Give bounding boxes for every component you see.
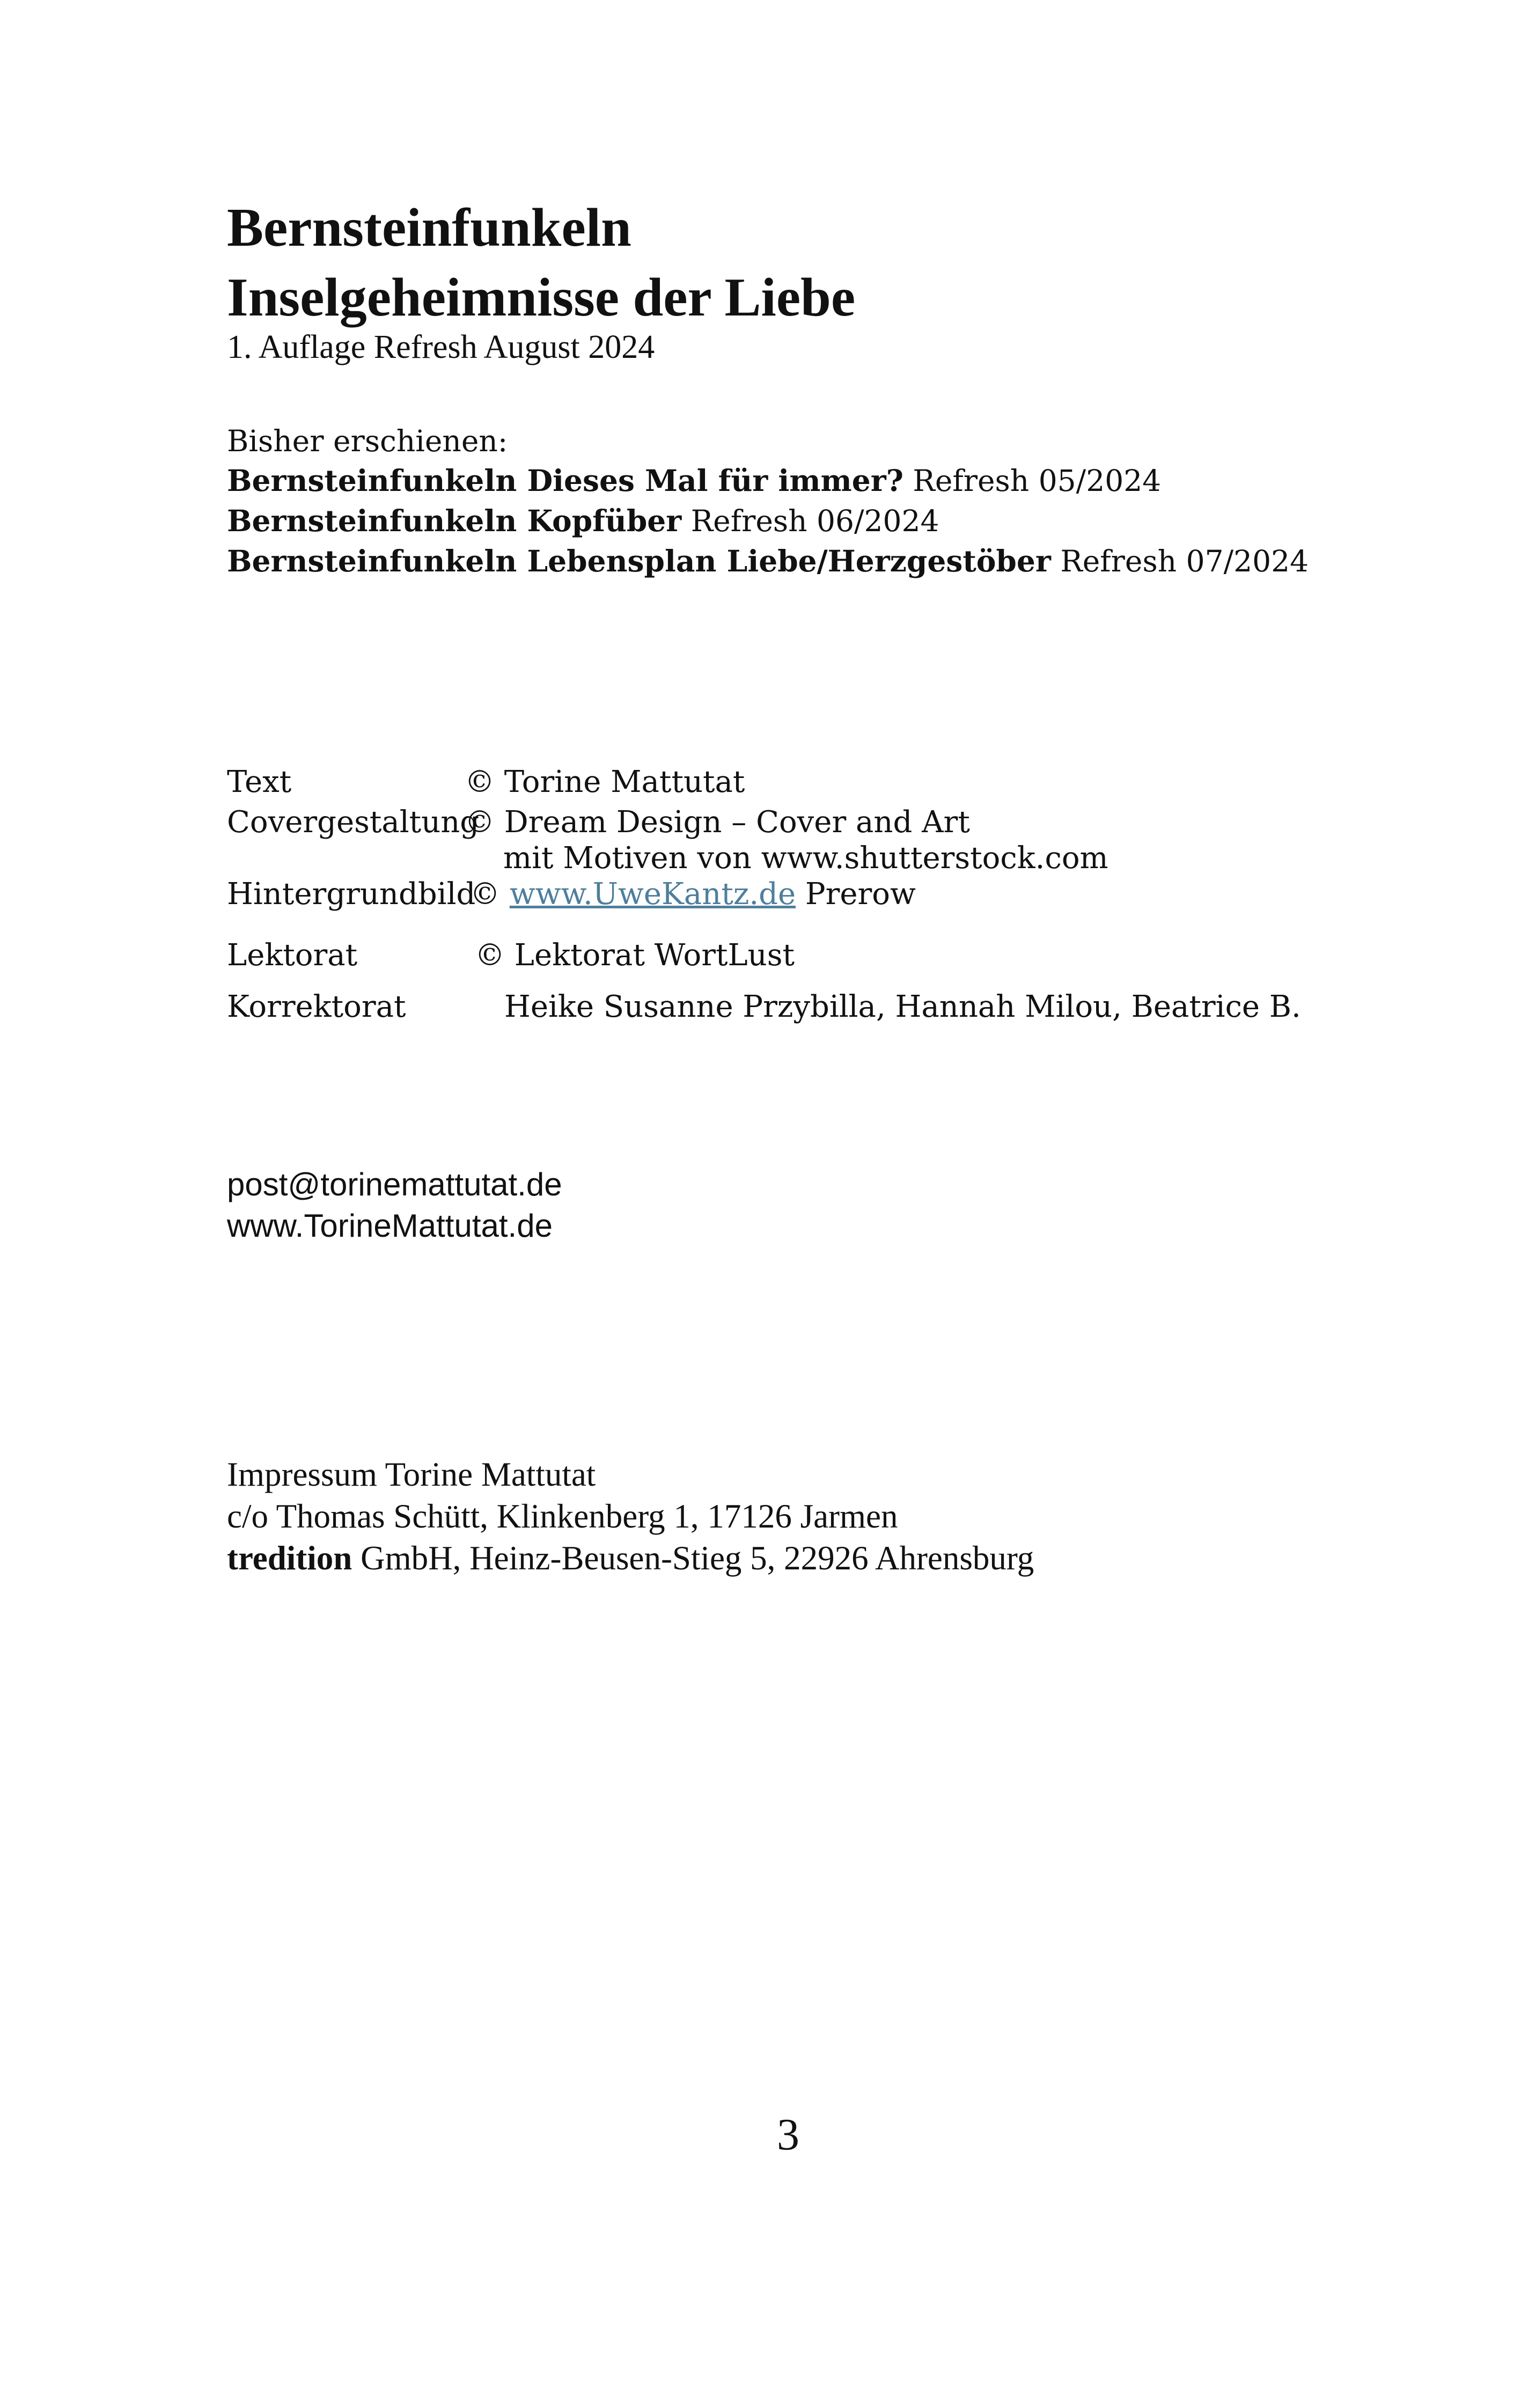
credit-cover-value-2: mit Motiven von www.shutterstock.com <box>503 841 1108 876</box>
credit-cover-label: Covergestaltung <box>227 805 480 840</box>
contact-website[interactable]: www.TorineMattutat.de <box>227 1208 553 1244</box>
impressum-line-3 <box>227 1539 1034 1578</box>
previous-item-1 <box>227 463 1161 498</box>
credit-background-label: Hintergrundbild <box>227 877 476 912</box>
page-number: 3 <box>777 2110 799 2160</box>
edition-line: 1. Auflage Refresh August 2024 <box>227 329 655 365</box>
credit-text-value: © Torine Mattutat <box>465 765 745 799</box>
credit-text-label: Text <box>227 765 292 799</box>
previous-item-note: Refresh 05/2024 <box>903 464 1162 498</box>
credit-korrektorat-label: Korrektorat <box>227 989 406 1024</box>
publisher-name: tredition <box>227 1539 352 1577</box>
previous-item-title: Bernsteinfunkeln Lebensplan Liebe/Herzgestöber <box>227 544 1051 578</box>
title-line-2: Inselgeheimnisse der Liebe <box>227 267 856 328</box>
credit-korrektorat-value: Heike Susanne Przybilla, Hannah Milou, Beatrice B. <box>504 989 1301 1024</box>
credit-cover-value: © Dream Design – Cover and Art <box>465 805 970 840</box>
credit-lektorat-value: © Lektorat WortLust <box>475 938 795 973</box>
previous-heading: Bisher erschienen: <box>227 424 508 458</box>
uwekantz-link[interactable]: www.UweKantz.de <box>509 877 796 912</box>
impressum-line-1: Impressum Torine Mattutat <box>227 1456 596 1493</box>
previous-item-3 <box>227 544 1309 578</box>
credit-background-prefix: © <box>470 877 510 912</box>
previous-item-title: Bernsteinfunkeln Kopfüber <box>227 503 682 538</box>
credit-background-value <box>470 877 916 912</box>
credit-background-suffix: Prerow <box>796 877 916 912</box>
contact-email[interactable]: post@torinemattutat.de <box>227 1166 562 1202</box>
previous-item-note: Refresh 06/2024 <box>681 504 939 538</box>
publisher-address: GmbH, Heinz-Beusen-Stieg 5, 22926 Ahrensburg <box>352 1539 1034 1577</box>
previous-item-title: Bernsteinfunkeln Dieses Mal für immer? <box>227 463 903 498</box>
credit-lektorat-label: Lektorat <box>227 938 358 973</box>
previous-item-note: Refresh 07/2024 <box>1050 544 1309 578</box>
previous-item-2 <box>227 503 939 538</box>
impressum-line-2: c/o Thomas Schütt, Klinkenberg 1, 17126 Jarmen <box>227 1497 898 1535</box>
title-line-1: Bernsteinfunkeln <box>227 197 631 258</box>
